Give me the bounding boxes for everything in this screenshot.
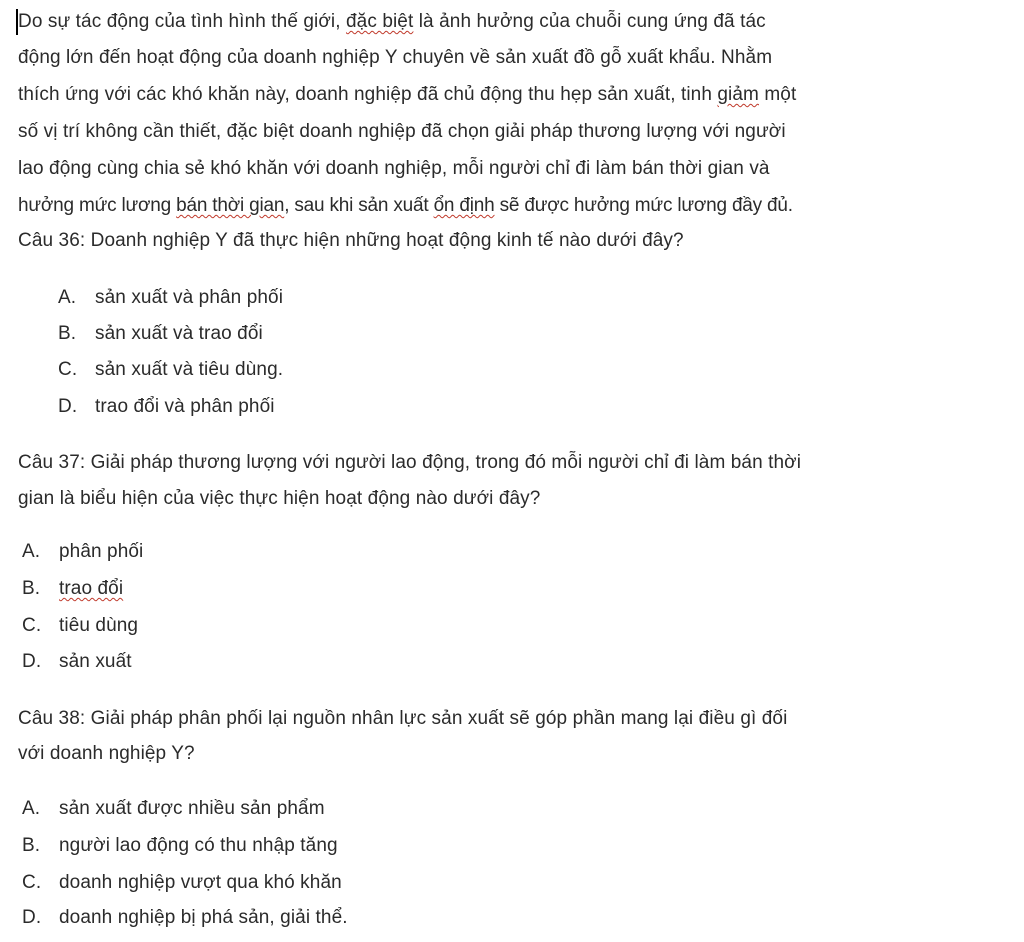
q38-option-a bbox=[22, 797, 325, 821]
option-text: trao đổi và phân phối bbox=[95, 396, 275, 417]
intro-text: thích ứng với các khó khăn này, doanh nghiệp đã chủ động thu hẹp sản xuất, tinh bbox=[18, 84, 718, 105]
option-text: trao đổi bbox=[59, 578, 124, 599]
q37-option-b bbox=[22, 577, 123, 601]
question-38-line-1: Câu 38: Giải pháp phân phối lại nguồn nhân lực sản xuất sẽ góp phần mang lại điều gì đối bbox=[18, 708, 788, 729]
q37-option-a bbox=[22, 540, 143, 564]
q38-option-b bbox=[22, 834, 338, 858]
q38-option-c bbox=[22, 871, 342, 895]
intro-line-2 bbox=[18, 46, 772, 70]
q37-option-c bbox=[22, 614, 138, 638]
option-text: phân phối bbox=[59, 541, 144, 562]
intro-text: lao động cùng chia sẻ khó khăn với doanh nghiệp, mỗi người chỉ đi làm bán thời gian và bbox=[18, 158, 770, 179]
q37-option-d bbox=[22, 650, 132, 674]
question-36: Câu 36: Doanh nghiệp Y đã thực hiện những hoạt động kinh tế nào dưới đây? bbox=[18, 230, 684, 251]
option-text: sản xuất và tiêu dùng. bbox=[95, 359, 284, 380]
intro-text: sẽ được hưởng mức lương đầy đủ. bbox=[494, 195, 793, 216]
spellcheck-mark: ổn định bbox=[433, 195, 495, 216]
option-letter: C. bbox=[58, 359, 78, 380]
intro-line-4 bbox=[18, 120, 786, 144]
option-letter: C. bbox=[22, 872, 42, 893]
intro-text: là ảnh hưởng của chuỗi cung ứng đã tác bbox=[413, 11, 766, 32]
intro-text: một bbox=[758, 84, 797, 105]
intro-line-5 bbox=[18, 157, 770, 181]
option-letter: B. bbox=[58, 323, 77, 344]
intro-text: Do sự tác động của tình hình thế giới, bbox=[18, 11, 346, 32]
question-38-line-2: với doanh nghiệp Y? bbox=[18, 743, 195, 764]
spellcheck-mark: đặc biệt bbox=[346, 11, 414, 32]
option-letter: B. bbox=[22, 835, 41, 856]
intro-text: số vị trí không cần thiết, đặc biệt doanh nghiệp đã chọn giải pháp thương lượng với người bbox=[18, 121, 786, 142]
option-letter: B. bbox=[22, 578, 41, 599]
option-text: doanh nghiệp vượt qua khó khăn bbox=[59, 872, 342, 893]
option-letter: D. bbox=[22, 907, 42, 928]
option-letter: D. bbox=[58, 396, 78, 417]
option-text: sản xuất được nhiều sản phẩm bbox=[59, 798, 325, 819]
option-text: sản xuất bbox=[59, 651, 132, 672]
option-text: sản xuất và phân phối bbox=[95, 287, 284, 308]
q36-option-c bbox=[58, 358, 283, 382]
intro-line-6 bbox=[18, 194, 793, 218]
option-letter: A. bbox=[58, 287, 77, 308]
option-letter: A. bbox=[22, 798, 41, 819]
q36-option-a bbox=[58, 286, 283, 310]
intro-text: động lớn đến hoạt động của doanh nghiệp Y chuyên về sản xuất đồ gỗ xuất khẩu. Nhằm bbox=[18, 47, 773, 68]
spellcheck-mark: giảm bbox=[717, 84, 759, 105]
intro-line-1 bbox=[18, 10, 766, 34]
q38-option-d bbox=[22, 906, 348, 930]
intro-text: , sau khi sản xuất bbox=[284, 195, 434, 216]
question-37-line-1: Câu 37: Giải pháp thương lượng với người lao động, trong đó mỗi người chỉ đi làm bán thời bbox=[18, 452, 802, 473]
intro-line-3 bbox=[18, 83, 796, 107]
spellcheck-mark: bán thời gian bbox=[176, 195, 285, 216]
intro-text: hưởng mức lương bbox=[18, 195, 177, 216]
option-letter: D. bbox=[22, 651, 42, 672]
option-text: tiêu dùng bbox=[59, 615, 139, 636]
q36-option-d bbox=[58, 395, 275, 419]
option-letter: A. bbox=[22, 541, 41, 562]
option-letter: C. bbox=[22, 615, 42, 636]
question-37-line-2: gian là biểu hiện của việc thực hiện hoạt động nào dưới đây? bbox=[18, 488, 541, 509]
option-text: người lao động có thu nhập tăng bbox=[59, 835, 338, 856]
option-text: doanh nghiệp bị phá sản, giải thể. bbox=[59, 907, 348, 928]
option-text: sản xuất và trao đổi bbox=[95, 323, 263, 344]
q36-option-b bbox=[58, 322, 263, 346]
